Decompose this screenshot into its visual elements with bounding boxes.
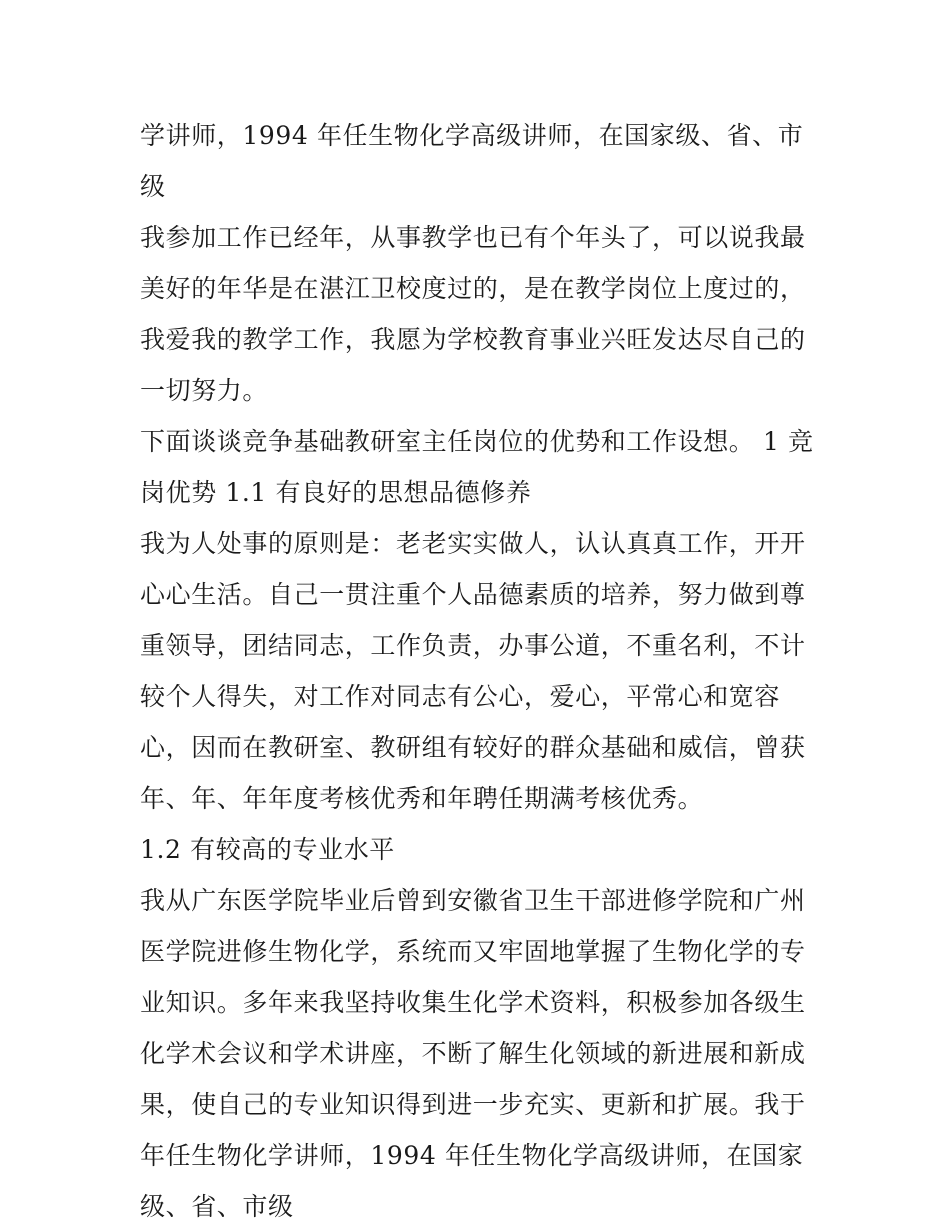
paragraph-3: 下面谈谈竞争基础教研室主任岗位的优势和工作设想。 1 竞岗优势 1.1 有良好的思想品德修养 — [140, 427, 814, 507]
section-heading-1-2: 1.2 有较高的专业水平 — [140, 835, 395, 864]
document-body — [140, 110, 815, 1232]
paragraph-4: 我为人处事的原则是：老老实实做人，认认真真工作，开开心心生活。自己一贯注重个人品德素质的培养，努力做到尊重领导，团结同志，工作负责，办事公道，不重名利，不计较个人得失，对工作对同志有公心，爱心，平常心和宽容心，因而在教研室、教研组有较好的群众基础和威信，曾获年、年、年年度考核优秀和年聘任期满考核优秀。 — [140, 529, 806, 813]
paragraph-1: 学讲师，1994 年任生物化学高级讲师，在国家级、省、市级 — [140, 121, 804, 201]
paragraph-2: 我参加工作已经年，从事教学也已有个年头了，可以说我最美好的年华是在湛江卫校度过的，是在教学岗位上度过的，我爱我的教学工作，我愿为学校教育事业兴旺发达尽自己的一切努力。 — [140, 223, 806, 405]
paragraph-6: 我从广东医学院毕业后曾到安徽省卫生干部进修学院和广州医学院进修生物化学，系统而又牢固地掌握了生物化学的专业知识。多年来我坚持收集生化学术资料，积极参加各级生化学术会议和学术讲座，不断了解生化领域的新进展和新成果，使自己的专业知识得到进一步充实、更新和扩展。我于年任生物化学讲师，1994 年任生物化学高级讲师，在国家级、省、市级 — [140, 886, 806, 1221]
